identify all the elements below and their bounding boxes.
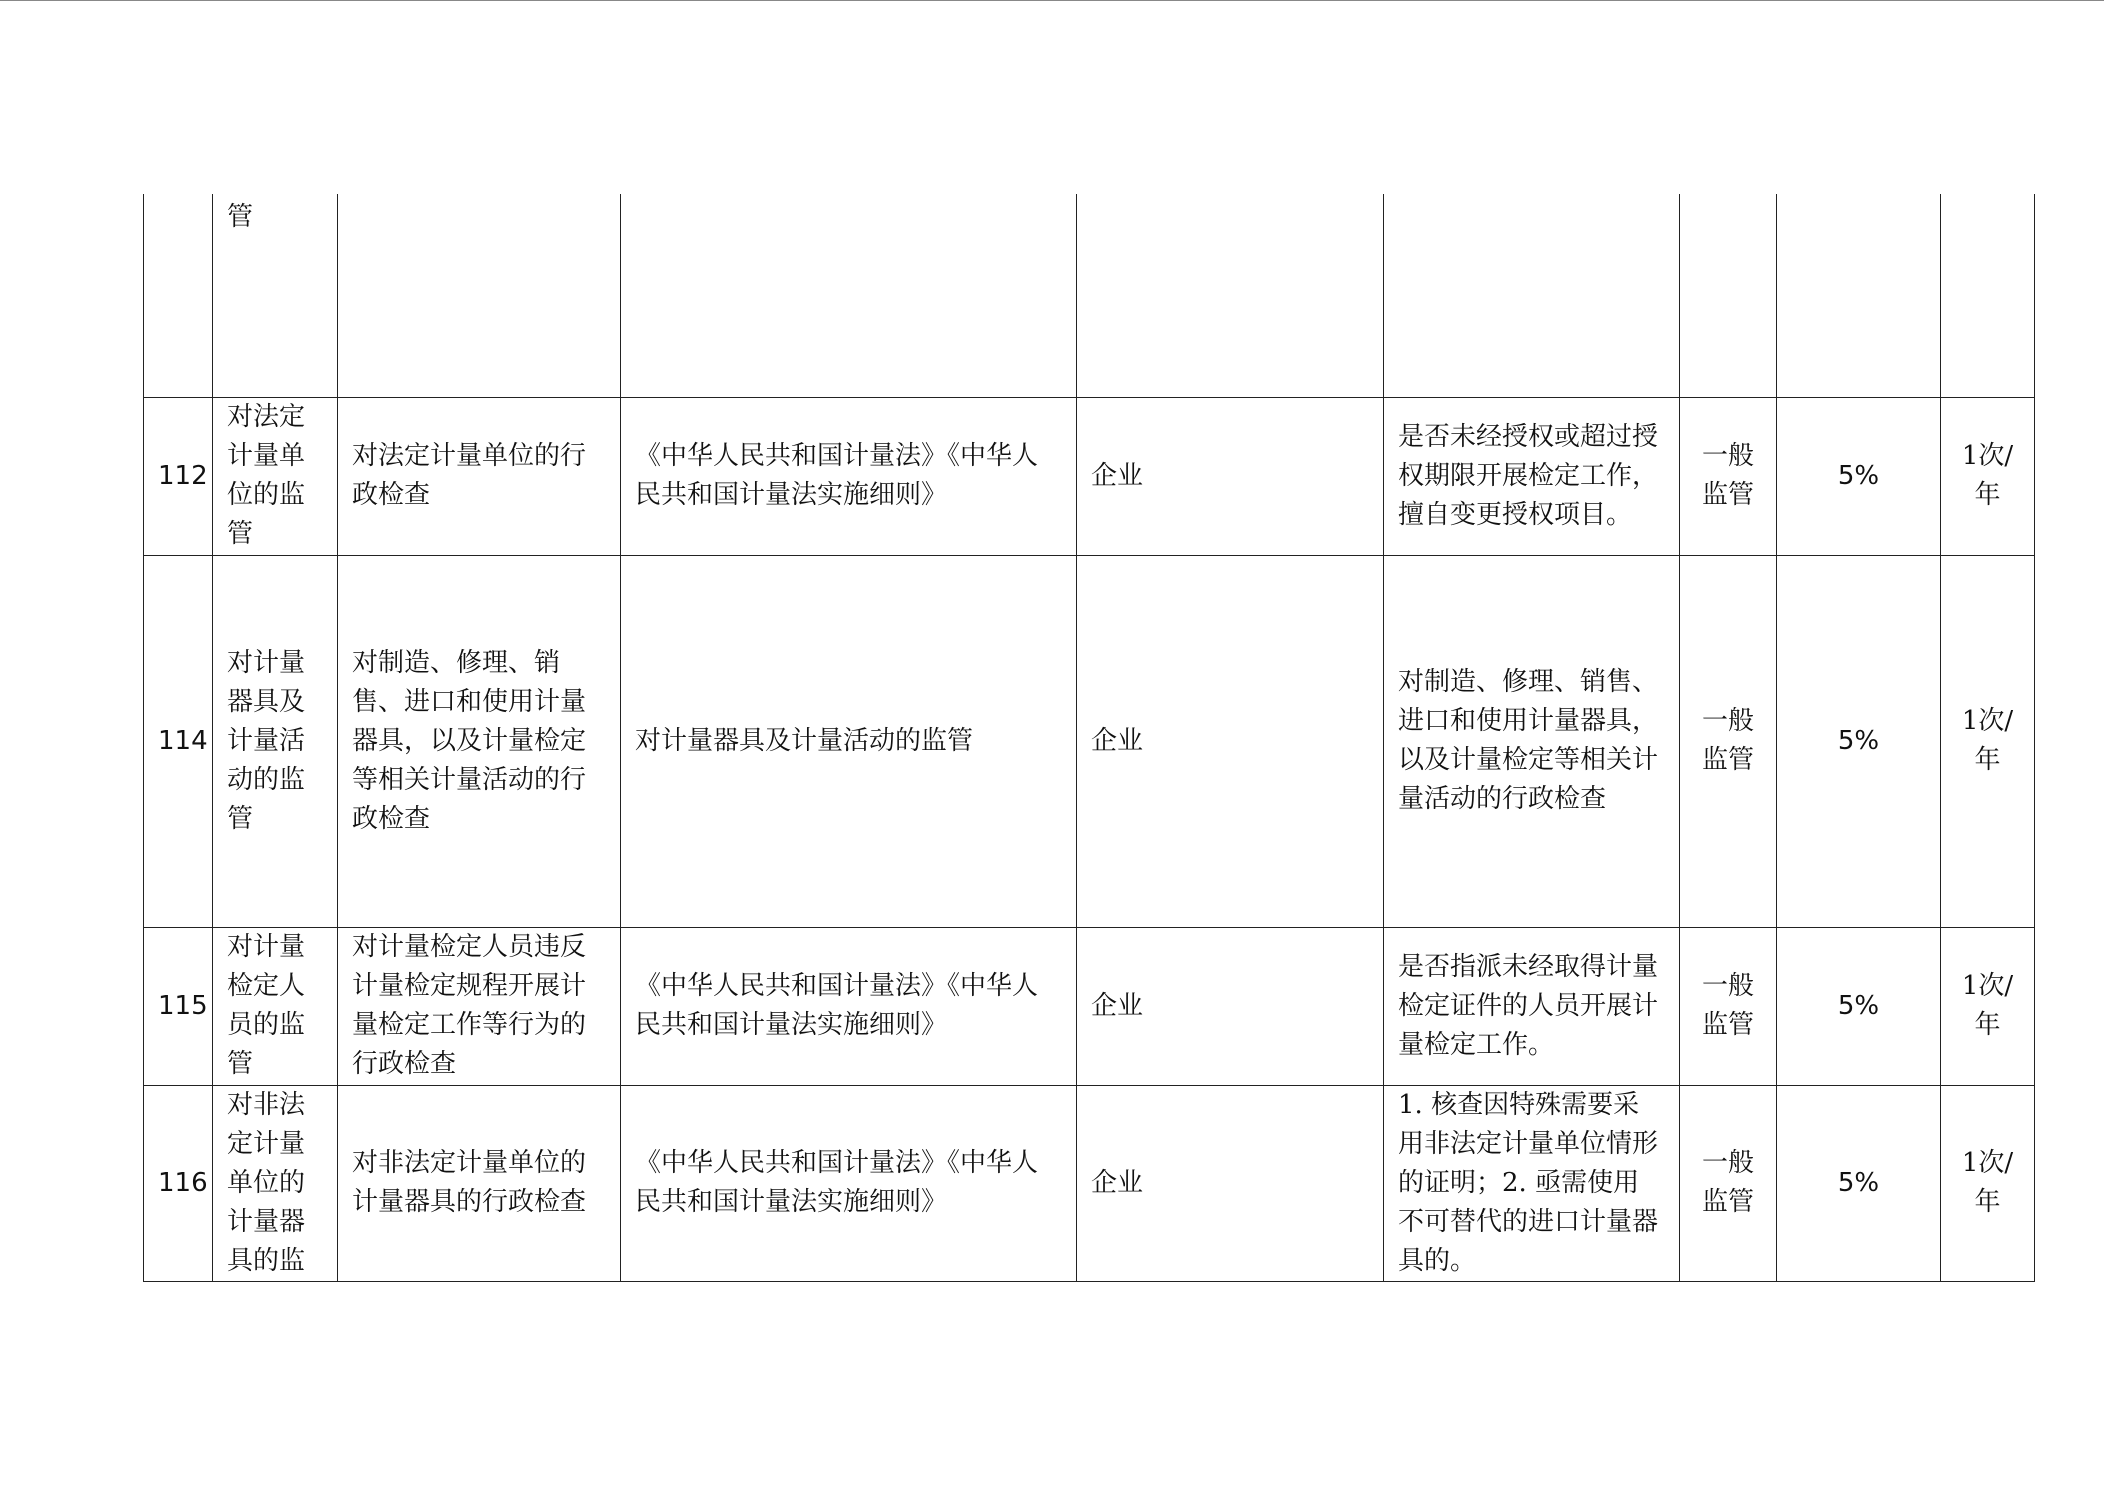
sampling-ratio: 5% [1777, 1085, 1941, 1281]
inspection-content: 对制造、修理、销售、进口和使用计量器具，以及计量检定等相关计量活动的行政检查 [338, 555, 621, 927]
inspection-object: 企业 [1077, 555, 1384, 927]
supervision-method: 一般监管 [1680, 927, 1777, 1085]
inspection-criteria: 对制造、修理、销售、进口和使用计量器具，以及计量检定等相关计量活动的行政检查 [1384, 555, 1680, 927]
inspection-criteria: 是否指派未经取得计量检定证件的人员开展计量检定工作。 [1384, 927, 1680, 1085]
inspection-frequency: 1次/年 [1941, 397, 2035, 555]
sampling-ratio: 5% [1777, 927, 1941, 1085]
table-row [144, 397, 2035, 555]
legal-basis: 《中华人民共和国计量法》《中华人民共和国计量法实施细则》 [621, 1085, 1077, 1281]
table-row [144, 194, 2035, 397]
table-row [144, 1085, 2035, 1281]
inspection-frequency: 1次/年 [1941, 555, 2035, 927]
supervision-method [1680, 194, 1777, 397]
supervision-item: 对计量检定人员的监管 [213, 927, 338, 1085]
supervision-method: 一般监管 [1680, 397, 1777, 555]
inspection-criteria: 1. 核查因特殊需要采用非法定计量单位情形的证明；2. 亟需使用不可替代的进口计量器具的。 [1384, 1085, 1680, 1281]
inspection-object: 企业 [1077, 1085, 1384, 1281]
legal-basis: 对计量器具及计量活动的监管 [621, 555, 1077, 927]
supervision-method: 一般监管 [1680, 1085, 1777, 1281]
inspection-frequency: 1次/年 [1941, 1085, 2035, 1281]
row-number [144, 194, 213, 397]
supervision-item: 对非法定计量单位的计量器具的监 [213, 1085, 338, 1281]
row-number: 116 [144, 1085, 213, 1281]
inspection-object: 企业 [1077, 927, 1384, 1085]
supervision-item: 管 [213, 194, 338, 397]
legal-basis: 《中华人民共和国计量法》《中华人民共和国计量法实施细则》 [621, 397, 1077, 555]
inspection-frequency: 1次/年 [1941, 927, 2035, 1085]
inspection-object [1077, 194, 1384, 397]
table-row [144, 555, 2035, 927]
supervision-table [143, 194, 2035, 1282]
sampling-ratio: 5% [1777, 397, 1941, 555]
inspection-frequency [1941, 194, 2035, 397]
supervision-item: 对计量器具及计量活动的监管 [213, 555, 338, 927]
table-row [144, 927, 2035, 1085]
inspection-criteria: 是否未经授权或超过授权期限开展检定工作，擅自变更授权项目。 [1384, 397, 1680, 555]
page-top-border [0, 0, 2104, 1]
inspection-content [338, 194, 621, 397]
inspection-criteria [1384, 194, 1680, 397]
supervision-method: 一般监管 [1680, 555, 1777, 927]
legal-basis [621, 194, 1077, 397]
inspection-content: 对计量检定人员违反计量检定规程开展计量检定工作等行为的行政检查 [338, 927, 621, 1085]
legal-basis: 《中华人民共和国计量法》《中华人民共和国计量法实施细则》 [621, 927, 1077, 1085]
inspection-content: 对法定计量单位的行政检查 [338, 397, 621, 555]
sampling-ratio [1777, 194, 1941, 397]
row-number: 115 [144, 927, 213, 1085]
row-number: 112 [144, 397, 213, 555]
inspection-object: 企业 [1077, 397, 1384, 555]
inspection-content: 对非法定计量单位的计量器具的行政检查 [338, 1085, 621, 1281]
row-number: 114 [144, 555, 213, 927]
supervision-item: 对法定计量单位的监管 [213, 397, 338, 555]
sampling-ratio: 5% [1777, 555, 1941, 927]
